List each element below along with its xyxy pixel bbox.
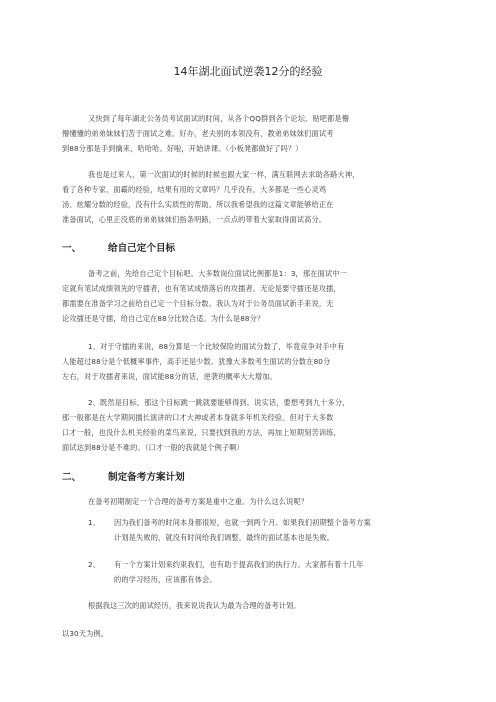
section2-p3 [62,626,108,641]
intro-line: 懵懂懂的弟弟妹妹们苦于面试之难。好办，老夫别的本领没有，教弟弟妹妹们面试考 [62,129,334,138]
section1-p2 [88,339,344,354]
list-item-text: 的的学习经历，应该都有体会。 [114,575,217,584]
section2-title: 制定备考方案计划 [108,472,185,483]
section1-heading [62,240,175,254]
section1-p3-line: 口才一般，也没什么机关经验的菜鸟来说，只要找到我的方法，再加上短期刻苦训练， [62,428,341,437]
section1-p3-line: 面试达到88分是不难的。（口才一般的我就是个例子啊） [62,443,244,452]
section2-p2 [88,598,301,613]
section1-p1-line: 定就有笔试成绩领先的守擂者，也有笔试成绩落后的攻擂者。无论是要守擂还是攻擂， [62,284,341,293]
list-item-cont [114,572,217,587]
section1-p1-cont [62,281,341,326]
section2-number: 二、 [62,472,82,483]
section1-p3 [88,395,350,410]
list-item-text: 有一个方案计划来约束我们，也有助于提高我们的执行力。大家都有着十几年 [114,560,364,569]
document-title: 14年湖北面试逆袭12分的经验 [173,65,323,78]
list-item [88,557,363,572]
intro-line: 到88分那是手到擒来，哈哈哈。好啦，开始讲课。（小板凳都做好了吗？） [62,144,303,153]
list-item-number: 1、 [88,518,101,527]
intro2-line: 汤、炫耀分数的经验，没有什么实质性的帮助。所以我希望我的这篇文章能够给正在 [62,200,334,209]
intro2-paragraph [88,167,360,182]
section1-p3-line: 那一般都是在大学期间擅长演讲的口才大神或者本身就多年机关经验。但对于大多数 [62,413,334,422]
section1-p1 [88,266,347,281]
intro-line: 又快到了每年湖北公务员考试面试的时间，从各个QQ群到各个论坛、贴吧都是懵 [88,114,350,123]
section1-p2-line: 1、对于守擂的来说，88分算是一个比较保险的面试分数了，毕竟竞争对手中有 [88,342,345,351]
section1-p2-cont [62,354,330,384]
intro2-paragraph-cont [62,182,334,227]
intro-paragraph [88,111,349,126]
section2-p1-line: 在备考初期制定一个合理的备考方案是重中之重。为什么这么说呢？ [88,497,309,506]
section1-p1-line: 论攻擂还是守擂，给自己定在88分比较合适。为什么是88分？ [62,314,265,323]
list-item-text: 因为我们备考的时间本身都很短，也就一到两个月。如果我们初期整个备考方案 [114,518,371,527]
section1-p1-line: 备考之前，先给自己定个目标吧。大多数岗位面试比例都是1：3，那在面试中一 [88,269,347,278]
section2-p2-line: 根据我这三次的面试经历，我来说说我认为最为合理的备考计划。 [88,601,301,610]
section1-p2-line: 左右，对于攻擂者来说，面试能88分的话，逆袭的概率大大增加。 [62,372,277,381]
list-item-number: 2、 [88,560,101,569]
intro2-line: 看了各种专家、面霸的经验，结果有用的文章吗？几乎没有，大多都是一些心灵鸡 [62,185,327,194]
section1-number: 一、 [62,243,82,254]
intro-paragraph-cont [62,126,334,156]
intro2-line: 准备面试，心里正没底的弟弟妹妹们指条明路，一点点的带着大家取得面试高分。 [62,215,327,224]
section2-p3-line: 以30天为例。 [62,629,109,638]
section1-p3-line: 2、既然是目标，那这个目标跳一跳就要能够得到。说实话，要想考到九十多分， [88,398,350,407]
section1-title: 给自己定个目标 [108,243,176,254]
section1-p2-line: 人能超过88分是个低概率事件，高手还是少数。犹豫大多数考生面试的分数在80分 [62,357,331,366]
section2-p1 [88,494,308,509]
list-item-text: 计划是失败的，就没有时间给我们调整，最终的面试基本也是失败。 [114,533,335,542]
section1-p1-line: 都需要在准备学习之前给自己定一个目标分数。我认为对于公务员面试新手来说，无 [62,299,334,308]
list-item-cont [114,530,334,545]
section1-p3-cont [62,410,341,455]
section2-heading [62,469,185,483]
list-item [88,515,371,530]
intro2-line: 我也是过来人，第一次面试的时候的时候也跟大家一样，满互联网去求助各路大神， [88,170,360,179]
